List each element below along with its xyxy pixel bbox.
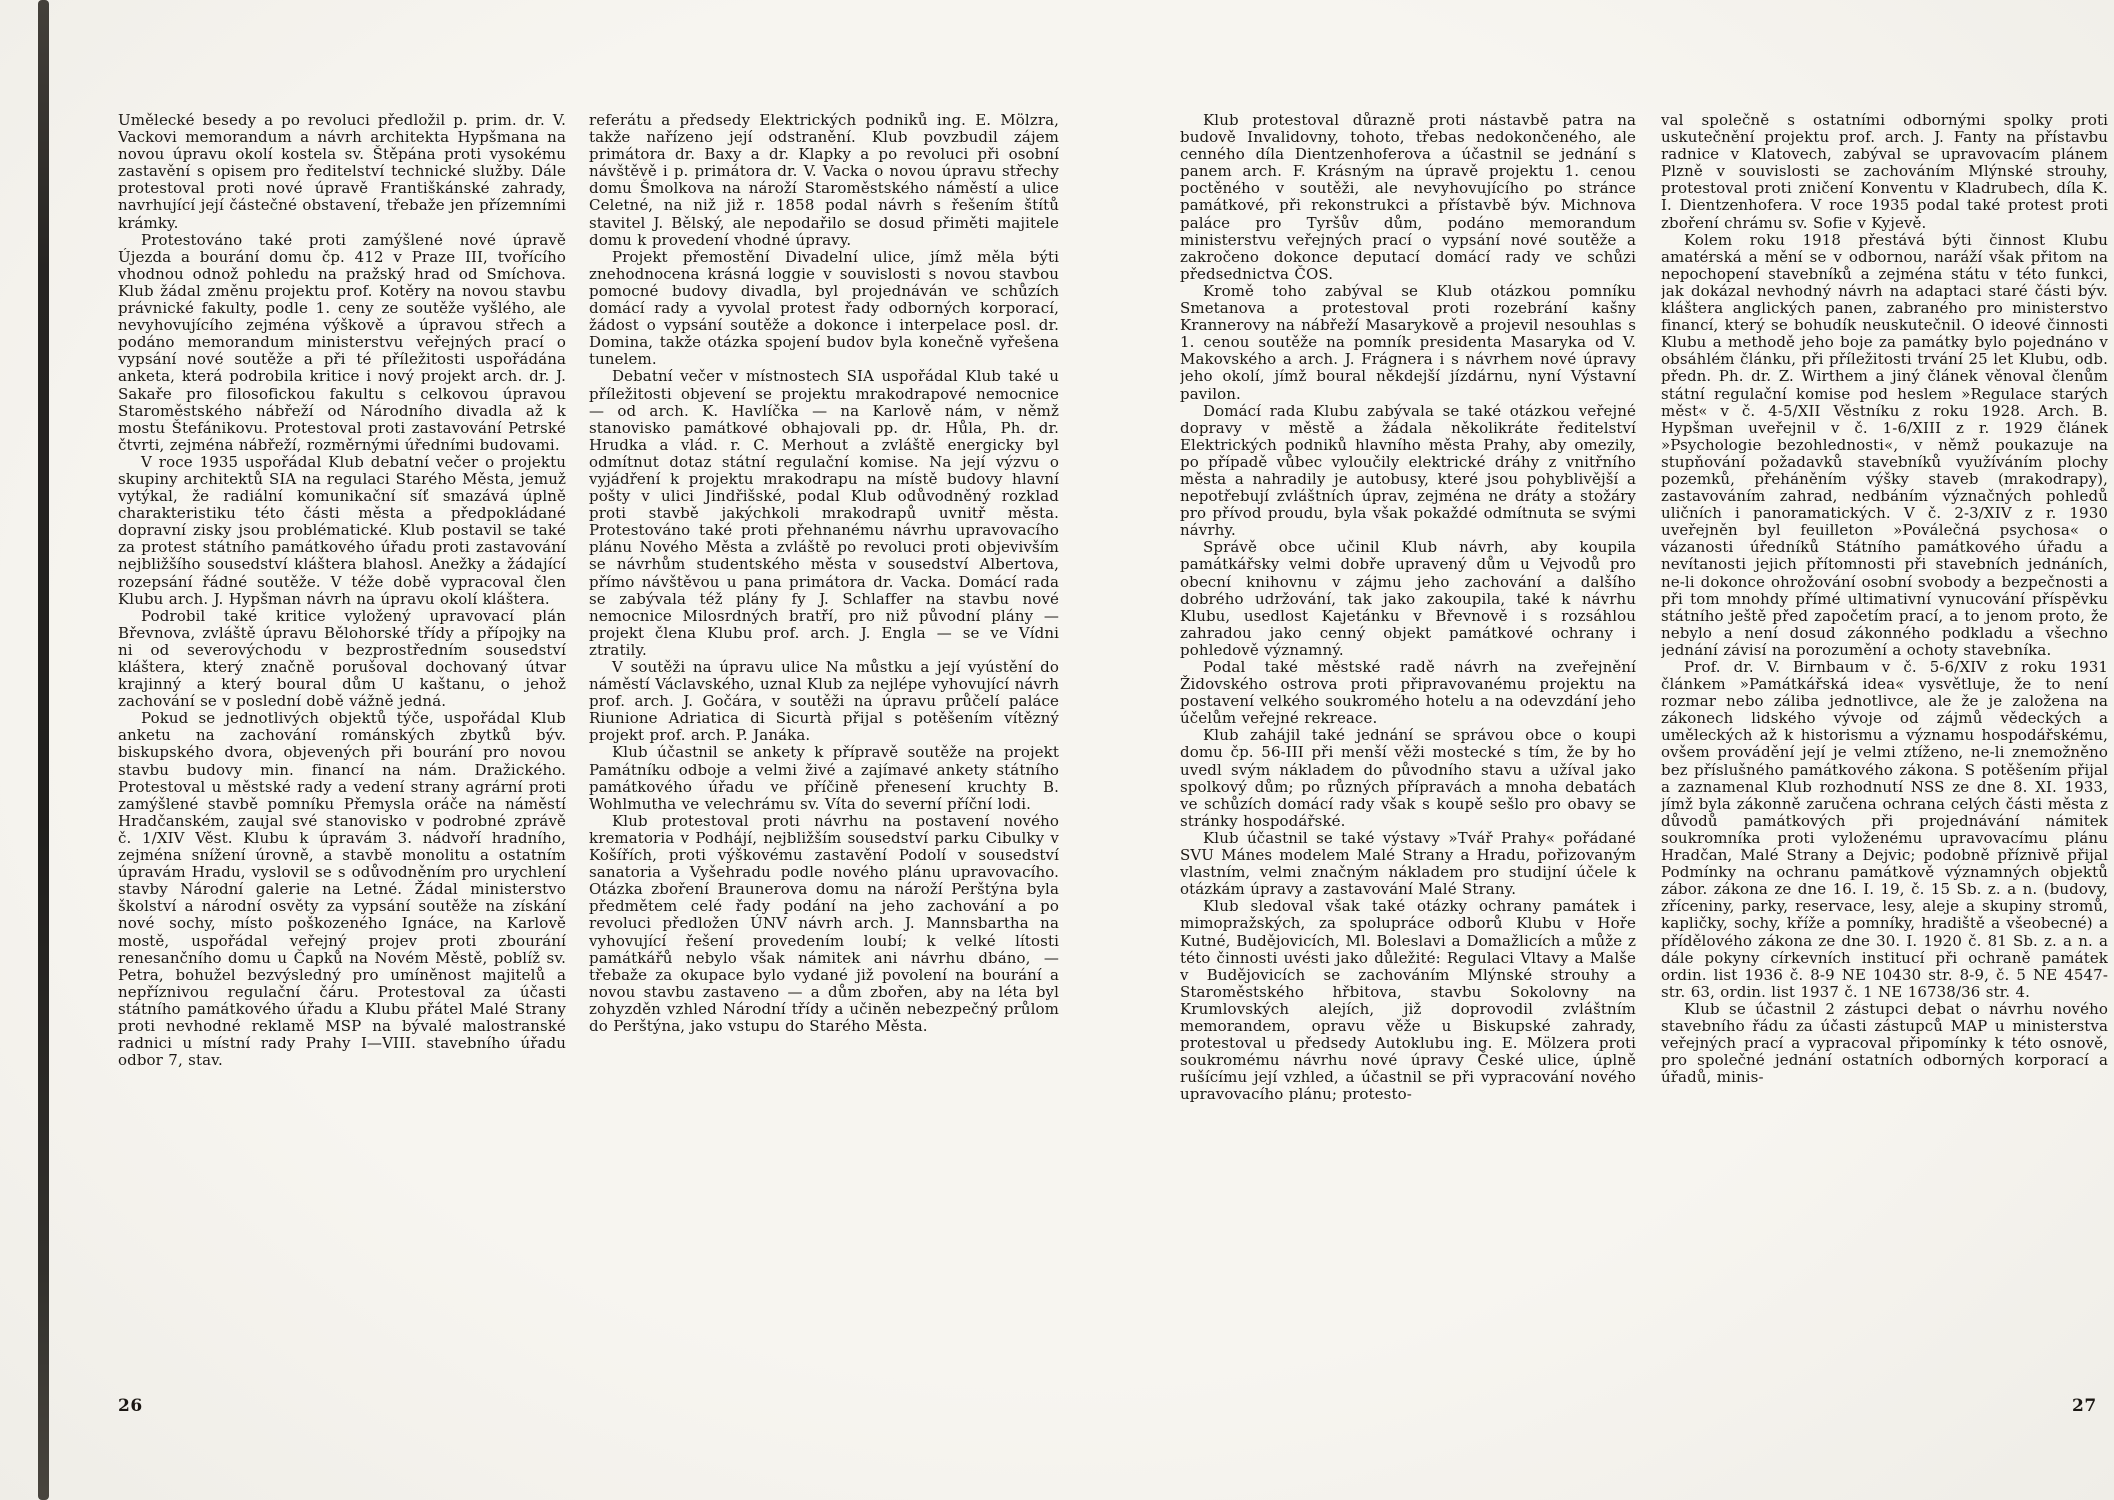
paragraph: Prof. dr. V. Birnbaum v č. 5-6/XIV z roku 1931 článkem »Památkářská idea« vysvětluje, že to není rozmar nebo záliba jednotlivce, ale že je založena na zákonech lidského vývoje od zájmů vědeckých a uměleckých až k historismu a významu hospodářskému, ovšem provádění její je velmi ztíženo, ne-li znemožněno bez příslušného památkového zákona. S potěšením přijal a zaznamenal Klub rozhodnutí NSS ze dne 8. XI. 1933, jímž byla zákonně zaručena ochrana celých části města z důvodů památkových při projednávání námitek soukromníka proti vyloženému upravovacímu plánu Hradčan, Malé Strany a Dejvic; podobně příznivě přijal Podmínky na ochranu památkově významných objektů zábor. zákona ze dne 16. I. 19, č. 15 Sb. z. a n. (budovy, zříceniny, parky, reservace, lesy, aleje a skupiny stromů, kapličky, sochy, kříže a pomníky, hradiště a všeobecné) a přídělového zákona ze dne 30. I. 1920 č. 81 Sb. z. a n. a dále pokyny církevních institucí při ochraně památek ordin. list 1936 č. 8-9 NE 10430 str. 8-9, č. 5 NE 4547- str. 63, ordin. list 1937 č. 1 NE 16738/36 str. 4.	[1661, 658, 2108, 1001]
paragraph: Klub protestoval proti návrhu na postavení nového krematoria v Podhájí, nejbližším sousedství parku Cibulky v Košířích, proti výškovému zastavění Podolí v sousedství sanatoria a Vyšehradu podle nového plánu upravovacího. Otázka zboření Braunerova domu na nároží Perštýna byla předmětem celé řady podání na jeho zachování a po revoluci předložen ÚNV návrh arch. J. Mannsbartha na vyhovující řešení provedením loubí; k velké lítosti památkářů nebylo však námitek ani návrhu dbáno, — třebaže za okupace bylo vydané již povolení na bourání a novou stavbu zastaveno — a dům zbořen, aby na léta byl zohyzděn vzhled Národní třídy a učiněn nebezpečný průlom do Perštýna, jako vstupu do Starého Města.	[589, 811, 1059, 1035]
page-number-left: 26	[118, 1396, 143, 1416]
paragraph: Správě obce učinil Klub návrh, aby koupila památkářsky velmi dobře upravený dům u Vejvodů pro obecní knihovnu v zájmu jeho zachování a dalšího dobrého udržování, tak jako zakoupila, také k návrhu Klubu, usedlost Kajetánku v Břevnově i s rozsáhlou zahradou jako cenný objekt památkové ochrany i pohledově významný.	[1180, 538, 1636, 659]
paragraph: Protestováno také proti zamýšlené nové úpravě Újezda a bourání domu čp. 412 v Praze III, tvořícího vhodnou odnož pohledu na pražský hrad od Smíchova. Klub žádal změnu projektu prof. Kotěry na novou stavbu právnické fakulty, podle 1. ceny ze soutěže vyšlého, ale nevyhovujícího zejména výškově a úpravou střech a podáno memorandum ministerstvu veřejných prací o vypsání nové soutěže a při té příležitosti uspořádána anketa, která podrobila kritice i nový projekt arch. dr. J. Sakaře pro filosofickou fakultu s celkovou úpravou Staroměstského nábřeží od Národního divadla až k mostu Štefánikovu. Protestoval proti zastavování Petrské čtvrti, zejména nábřeží, rozměrnými úředními budovami.	[118, 230, 566, 454]
paragraph: V soutěži na úpravu ulice Na můstku a její vyústění do náměstí Václavského, uznal Klub za nejlépe vyhovující návrh prof. arch. J. Gočára, v soutěži na úpravu průčelí paláce Riunione Adriatica di Sicurtà přijal s potěšením vítězný projekt prof. arch. P. Janáka.	[589, 658, 1059, 745]
paragraph: Kolem roku 1918 přestává býti činnost Klubu amatérská a mění se v odbornou, naráží však přitom na nepochopení stavebníků a zejména státu v této funkci, jak dokázal nevhodný návrh na adaptaci staré části býv. kláštera anglických panen, zabraného pro ministerstvo financí, který se bohudík neuskutečnil. O ideové činnosti Klubu a methodě jeho boje za památky bylo pojednáno v obsáhlém článku, při příležitosti trvání 25 let Klubu, odb. předn. Ph. dr. Z. Wirthem a jiný článek věnoval členům státní regulační komise pod heslem »Regulace starých měst« v č. 4-5/XII Věstníku z roku 1928. Arch. B. Hypšman uveřejnil v č. 1-6/XIII z r. 1929 článek »Psychologie bezohlednosti«, v němž poukazuje na stupňování požadavků stavebníků využíváním plochy pozemků, přeháněním výšky staveb (mrakodrapy), zastavováním zahrad, nedbáním význačných pohledů uličních i panoramatických. V č. 2-3/XIV z r. 1930 uveřejněn byl feuilleton »Poválečná psychosa« o vázanosti úředníků Státního památkového úřadu a nevítanosti jejich přítomnosti při stavebních jednáních, ne-li dokonce ohrožování osobní svobody a bezpečnosti a při tom mnohdy přímé ultimativní vynucování příspěvku státního ještě před započetím prací, a to jenom proto, že nebylo a není dosud zákonného podkladu a všechno jednání závisí na porozumění a ochoty stavebníka.	[1661, 230, 2108, 659]
paragraph: V roce 1935 uspořádal Klub debatní večer o projektu skupiny architektů SIA na regulaci Starého Města, jemuž vytýkal, že radiální komunikační síť smazává úplně charakteristiku této části města a předpokládané dopravní zisky jsou problématické. Klub postavil se také za protest státního památkového úřadu proti zastavování nejbližšího sousedství kláštera blahosl. Anežky a žádající rozepsání řádné soutěže. V téže době vypracoval člen Klubu arch. J. Hypšman návrh na úpravu okolí kláštera.	[118, 452, 566, 608]
right-page-column-1	[1180, 112, 1636, 1344]
paragraph: Klub se účastnil 2 zástupci debat o návrhu nového stavebního řádu za účasti zástupců MAP u ministerstva veřejných prací a vypracoval připomínky k této osnově, pro společné jednání ostatních odborných korporací a úřadů, minis-	[1661, 999, 2108, 1087]
paragraph: Projekt přemostění Divadelní ulice, jímž měla býti znehodnocena krásná loggie v souvislosti s novou stavbou pomocné budovy divadla, byl projednáván ve schůzích domácí rady a vyvolal protest řady odborných korporací, žádost o vypsání soutěže a dokonce i interpelace posl. dr. Domina, takže otázka spojení budov byla konečně vyřešena tunelem.	[589, 247, 1059, 369]
paragraph: Klub protestoval důrazně proti nástavbě patra na budově Invalidovny, tohoto, třebas nedokončeného, ale cenného díla Dientzenhoferova a účastnil se jednání s panem arch. F. Krásným na úpravě projektu 1. cenou poctěného v soutěži, ale nevyhovujícího po stránce památkové, při rekonstrukci a přístavbě býv. Michnova paláce pro Tyršův dům, podáno memorandum ministerstvu veřejných prací o vypsání nové soutěže a zakročeno dokonce deputací domácí rady ve schůzi předsednictva ČOS.	[1180, 112, 1636, 283]
paragraph: referátu a předsedy Elektrických podniků ing. E. Mölzra, takže nařízeno její odstranění. Klub povzbudil zájem primátora dr. Baxy a dr. Klapky a po revoluci při osobní návštěvě i p. primátora dr. V. Vacka o novou úpravu střechy domu Šmolkova na nároží Staroměstského náměstí a ulice Celetné, na niž již r. 1858 podal návrh s řešením štítů stavitel J. Bělský, ale nepodařilo se dosud přiměti majitele domu k provedení vhodné úpravy.	[589, 112, 1059, 249]
paragraph: Podal také městské radě návrh na zveřejnění Židovského ostrova proti připravovanému projektu na postavení velkého soukromého hotelu a na odevzdání jeho účelům veřejné rekreace.	[1180, 658, 1636, 728]
right-page-column-2	[1661, 112, 2108, 1344]
paragraph: Debatní večer v místnostech SIA uspořádal Klub také u příležitosti objevení se projektu mrakodrapové nemocnice — od arch. K. Havlíčka — na Karlově nám, v němž stanovisko památkové obhajovali pp. dr. Hůla, Ph. dr. Hrudka a vlád. r. C. Merhout a zvláště energicky byl odmítnut dotaz státní regulační komise. Na její výzvu o vyjádření k projektu mrakodrapu na místě budovy hlavní pošty v ulici Jindřišské, podal Klub odůvodněný rozklad proti stavbě jakýchkoli mrakodrapů uvnitř města. Protestováno také proti přehnanému návrhu upravovacího plánu Nového Města a zvláště po revoluci proti objevivším se návrhům studentského města v sousedství Albertova, přímo návštěvou u pana primátora dr. Vacka. Domácí rada se zabývala též plány fy J. Schlaffer na stavbu nové nemocnice Milosrdných bratří, pro niž původní plány — projekt člena Klubu prof. arch. J. Engla — se ve Vídni ztratily.	[589, 367, 1059, 659]
paragraph: Klub účastnil se také výstavy »Tvář Prahy« pořádané SVU Mánes modelem Malé Strany a Hradu, pořizovaným vlastním, velmi značným nákladem pro studijní účele k otázkám úpravy a zastavování Malé Strany.	[1180, 828, 1636, 899]
paragraph: val společně s ostatními odbornými spolky proti uskutečnění projektu prof. arch. J. Fanty na přístavbu radnice v Klatovech, zabýval se upravovacím plánem Plzně v souvislosti se zachováním Mlýnské strouhy, protestoval proti zničení Konventu v Kladrubech, díla K. I. Dientzenhofera. V roce 1935 podal také protest proti zboření chrámu sv. Sofie v Kyjevě.	[1661, 112, 2108, 232]
paragraph: Klub účastnil se ankety k přípravě soutěže na projekt Památníku odboje a velmi živé a zajímavé ankety státního památkového úřadu ve příčině přenesení kruchty B. Wohlmutha ve velechrámu sv. Víta do severní příční lodi.	[589, 743, 1059, 813]
left-page-column-1	[118, 112, 566, 1344]
paragraph: Kromě toho zabýval se Klub otázkou pomníku Smetanova a protestoval proti rozebrání kašny Krannerovy na nábřeží Masarykově a projevil nesouhlas s 1. cenou soutěže na pomník presidenta Masaryka od V. Makovského a arch. J. Frágnera i s návrhem nové úpravy jeho okolí, jímž boural někdejší jízdárnu, nyní Výstavní pavilon.	[1180, 281, 1636, 403]
paragraph: Podrobil také kritice vyložený upravovací plán Břevnova, zvláště úpravu Bělohorské třídy a přípojky na ni od severovýchodu v bezprostředním sousedství kláštera, který značně porušoval dochovaný útvar krajinný a který boural dům U kaštanu, o jehož zachování se v poslední době vážně jedná.	[118, 606, 566, 711]
paragraph: Domácí rada Klubu zabývala se také otázkou veřejné dopravy v městě a žádala několikráte ředitelství Elektrických podniků hlavního města Prahy, aby omezily, po případě vůbec vyloučily elektrické dráhy z vnitřního města a nahradily je autobusy, které jsou pohyblivější a nepotřebují zvláštních úprav, zejména ne dráty a stožáry pro přívod proudu, byla však pokaždé odmítnuta se svými návrhy.	[1180, 401, 1636, 540]
page-number-right: 27	[2072, 1396, 2097, 1416]
left-page-column-2	[589, 112, 1059, 1344]
paragraph: Klub sledoval však také otázky ochrany památek i mimopražských, za spolupráce odborů Klubu v Hoře Kutné, Budějovicích, Ml. Boleslavi a Domažlicích a může z této činnosti uvésti jako důležité: Regulaci Vltavy a Malše v Budějovicích se zachováním Mlýnské strouhy a Staroměstského hřbitova, stavbu Sokolovny na Krumlovských alejích, již doprovodil zvláštním memorandem, opravu věže u Biskupské zahrady, protestoval u předsedy Autoklubu ing. E. Mölzera proti soukromému návrhu nové úpravy České ulice, úplně rušícímu její vzhled, a účastnil se při vypracování nového upravovacího plánu; protesto-	[1180, 897, 1636, 1104]
paragraph: Umělecké besedy a po revoluci předložil p. prim. dr. V. Vackovi memorandum a návrh architekta Hypšmana na novou úpravu okolí kostela sv. Štěpána proti vysokému zastavění s opisem pro ředitelství technické služby. Dále protestoval proti nové úpravě Františkánské zahrady, navrhující její částečné obstavení, třebaže jen přízemními krámky.	[118, 112, 566, 232]
scan-edge-artifact	[38, 0, 49, 1500]
paragraph: Pokud se jednotlivých objektů týče, uspořádal Klub anketu na zachování románských zbytků býv. biskupského dvora, objevených při bourání pro novou stavbu budovy min. financí na nám. Dražického. Protestoval u městské rady a vedení strany agrární proti zamýšlené stavbě pomníku Přemysla oráče na náměstí Hradčanském, zaujal své stanovisko v podrobné zprávě č. 1/XIV Věst. Klubu k úpravám 3. nádvoří hradního, zejména snížení úrovně, a stavbě monolitu a ostatním úpravám Hradu, vyslovil se s odůvodněním pro urychlení stavby Národní galerie na Letné. Žádal ministerstvo školství a národní osvěty za vypsání soutěže na získání nové sochy, místo poškozeného Ignáce, na Karlově mostě, uspořádal veřejný projev proti zbourání renesančního domu u Čapků na Novém Městě, poblíž sv. Petra, bohužel bezvýsledný pro umíněnost majitelů a nepříznivou regulační čáru. Protestoval za účasti státního památkového úřadu a Klubu přátel Malé Strany proti nevhodné reklamě MSP na bývalé malostranské radnici u místní rady Prahy I—VIII. stavebního úřadu odbor 7, stav.	[118, 709, 566, 1070]
paragraph: Klub zahájil také jednání se správou obce o koupi domu čp. 56-III při menší věži mostecké s tím, že by ho uvedl svým nákladem do původního stavu a užíval jako spolkový dům; po různých přípravách a mnoha debatách ve schůzích domácí rady však s koupě sešlo pro obavy se stránky hospodářské.	[1180, 726, 1636, 830]
